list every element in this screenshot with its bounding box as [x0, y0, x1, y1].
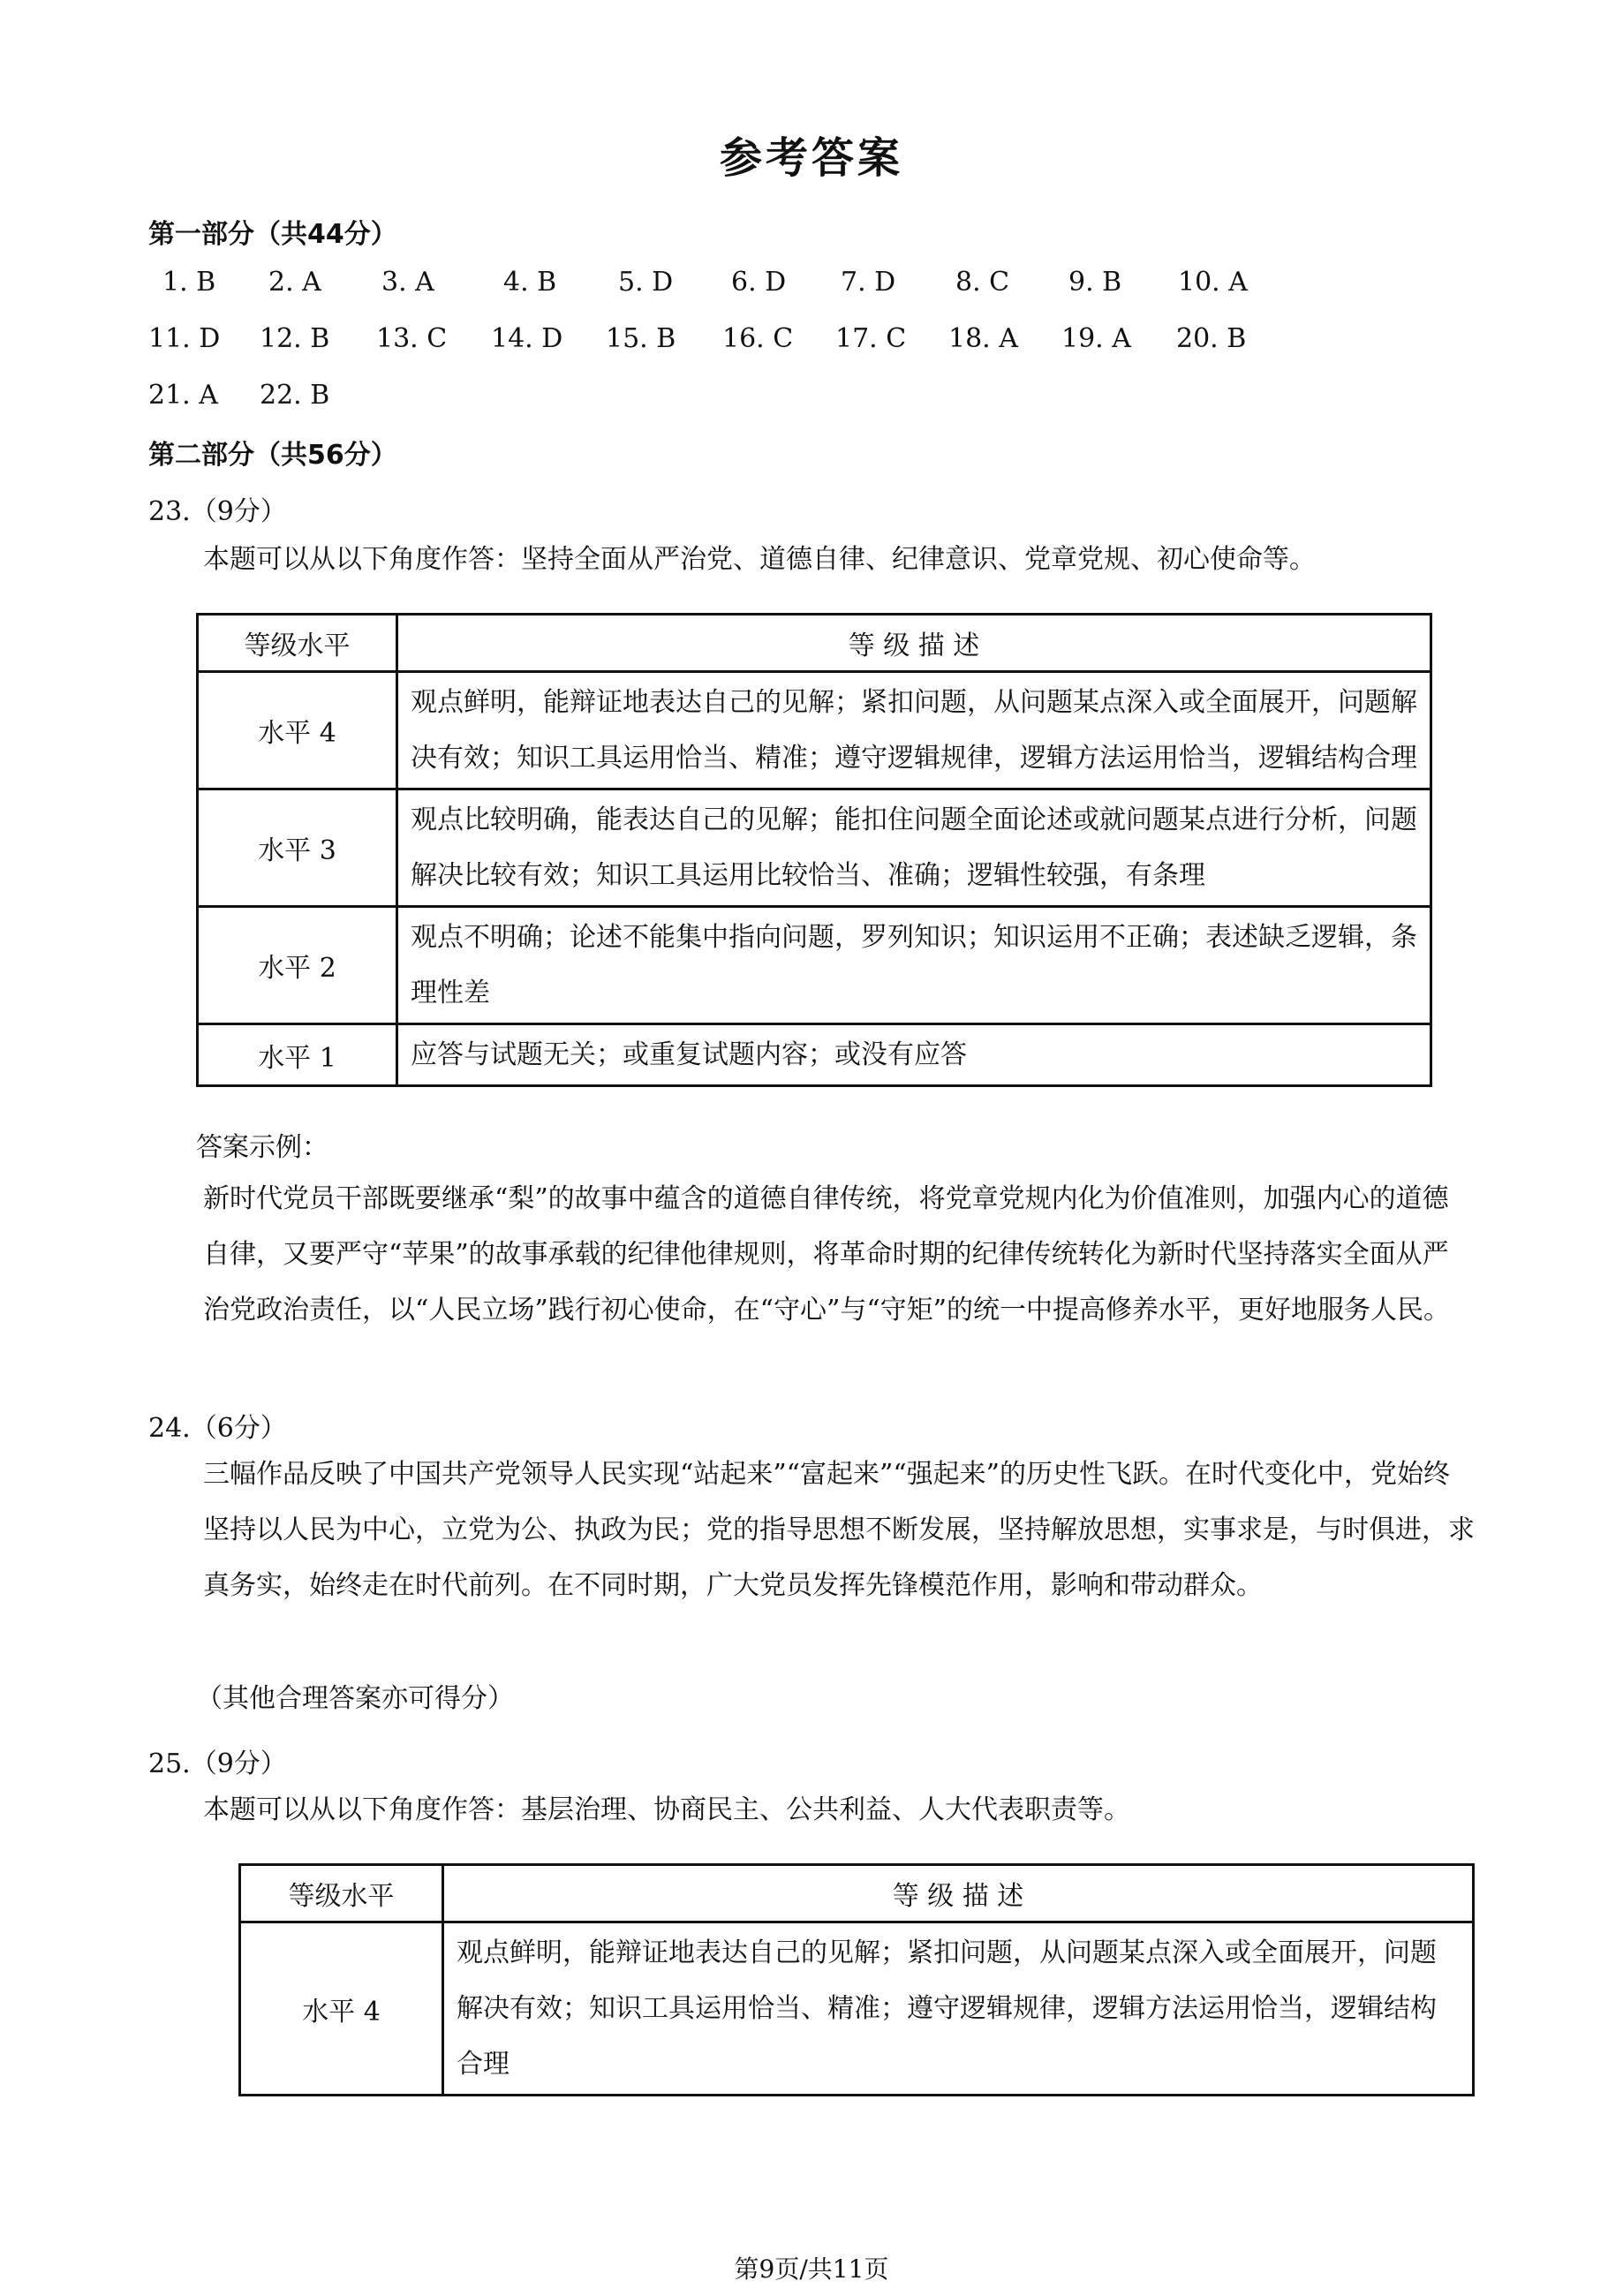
part2-heading: 第二部分（共56分）	[148, 440, 397, 471]
table-row	[198, 907, 1431, 1024]
answer-item: 20. B	[1176, 323, 1247, 354]
table-row	[198, 672, 1431, 789]
col-header-level: 等级水平	[198, 615, 397, 672]
grade-level: 水平 3	[198, 789, 397, 907]
grade-level: 水平 2	[198, 907, 397, 1024]
answer-item: 4. B	[503, 267, 557, 298]
answer-item: 6. D	[731, 267, 787, 298]
question-24-heading: 24.（6分）	[148, 1413, 287, 1444]
answer-item: 8. C	[955, 267, 1010, 298]
question-24-note: （其他合理答案亦可得分）	[196, 1683, 514, 1714]
question-24-answer: 三幅作品反映了中国共产党领导人民实现“站起来”“富起来”“强起来”的历史性飞跃。在时代变化中，党始终坚持以人民为中心，立党为公、执政为民；党的指导思想不断发展，坚持解放思想，实事求是，与时俱进，求真务实，始终走在时代前列。在不同时期，广大党员发挥先锋模范作用，影响和带动群众。	[203, 1459, 1475, 1601]
answer-sample-label: 答案示例：	[196, 1132, 328, 1163]
question-25-intro: 本题可以从以下角度作答：基层治理、协商民主、公共利益、人大代表职责等。	[203, 1794, 1130, 1825]
grade-level: 水平 4	[240, 1922, 443, 2096]
answer-item: 3. A	[381, 267, 434, 298]
table-row	[240, 1922, 1474, 2096]
table-header-row	[198, 615, 1431, 672]
grade-level: 水平 4	[198, 672, 397, 789]
answer-item: 1. B	[162, 267, 216, 298]
answer-item: 13. C	[376, 323, 448, 354]
answer-item: 18. A	[948, 323, 1018, 354]
page-number: 第9页/共11页	[734, 2254, 889, 2284]
answer-sample-text: 新时代党员干部既要继承“梨”的故事中蕴含的道德自律传统，将党章党规内化为价值准则，加强内心的道德自律，又要严守“苹果”的故事承载的纪律他律规则，将革命时期的纪律传统转化为新时代坚持落实全面从严治党政治责任，以“人民立场”践行初心使命，在“守心”与“守矩”的统一中提高修养水平，更好地服务人民。	[203, 1183, 1451, 1325]
col-header-level: 等级水平	[240, 1865, 443, 1922]
answer-item: 16. C	[722, 323, 794, 354]
answer-item: 19. A	[1061, 323, 1131, 354]
answer-item: 14. D	[491, 323, 563, 354]
answer-item: 15. B	[606, 323, 676, 354]
grade-description: 观点鲜明，能辩证地表达自己的见解；紧扣问题，从问题某点深入或全面展开，问题解决有效；知识工具运用恰当、精准；遵守逻辑规律，逻辑方法运用恰当，逻辑结构合理	[397, 672, 1431, 789]
answer-item: 5. D	[618, 267, 674, 298]
grade-description: 观点比较明确，能表达自己的见解；能扣住问题全面论述或就问题某点进行分析，问题解决比较有效；知识工具运用比较恰当、准确；逻辑性较强，有条理	[397, 789, 1431, 907]
question-25-heading: 25.（9分）	[148, 1748, 287, 1779]
part1-heading: 第一部分（共44分）	[148, 219, 397, 250]
grade-description: 观点鲜明，能辩证地表达自己的见解；紧扣问题，从问题某点深入或全面展开，问题解决有效；知识工具运用恰当、精准；遵守逻辑规律，逻辑方法运用恰当，逻辑结构合理	[443, 1922, 1474, 2096]
answer-item: 12. B	[260, 323, 330, 354]
col-header-description: 等 级 描 述	[397, 615, 1431, 672]
grade-description: 应答与试题无关；或重复试题内容；或没有应答	[397, 1024, 1431, 1086]
page-title: 参考答案	[719, 133, 903, 183]
table-row	[198, 1024, 1431, 1086]
question-23-intro: 本题可以从以下角度作答：坚持全面从严治党、道德自律、纪律意识、党章党规、初心使命等。	[203, 544, 1316, 575]
answer-item: 2. A	[268, 267, 321, 298]
grade-description: 观点不明确；论述不能集中指向问题，罗列知识；知识运用不正确；表述缺乏逻辑，条理性差	[397, 907, 1431, 1024]
answer-item: 17. C	[835, 323, 907, 354]
answer-item: 9. B	[1068, 267, 1122, 298]
grade-level: 水平 1	[198, 1024, 397, 1086]
question-25-grade-table	[238, 1863, 1475, 2096]
col-header-description: 等 级 描 述	[443, 1865, 1474, 1922]
question-23-heading: 23.（9分）	[148, 496, 287, 527]
answer-item: 7. D	[841, 267, 896, 298]
table-header-row	[240, 1865, 1474, 1922]
answer-item: 11. D	[148, 323, 221, 354]
answer-item: 22. B	[260, 380, 330, 411]
answer-item: 10. A	[1178, 267, 1248, 298]
table-row	[198, 789, 1431, 907]
answer-item: 21. A	[148, 380, 218, 411]
question-23-grade-table	[196, 613, 1432, 1087]
